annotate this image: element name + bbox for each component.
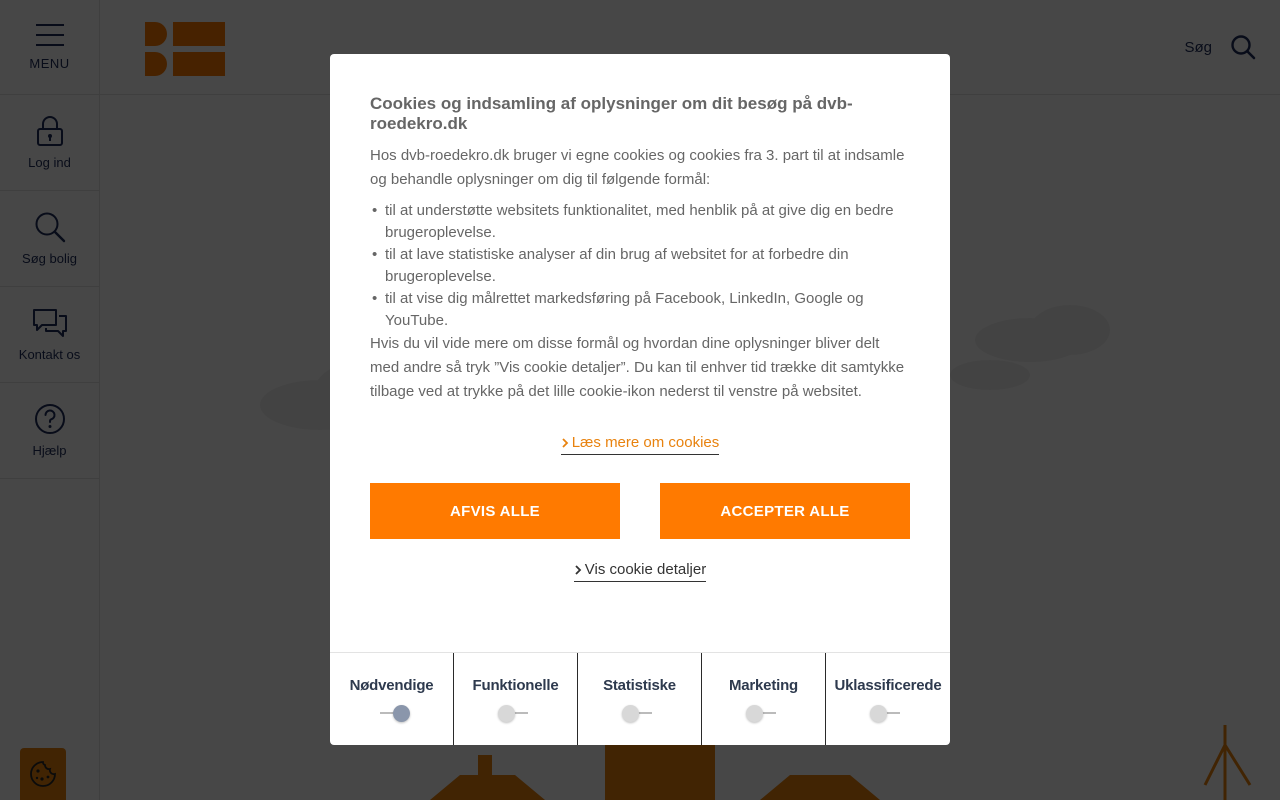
cookie-category-tabs (330, 652, 950, 745)
category-unclassified[interactable] (826, 653, 950, 745)
purpose-list (385, 200, 910, 332)
category-toggle[interactable] (746, 705, 782, 721)
category-necessary[interactable] (330, 653, 454, 745)
list-item: • til at lave statistiske analyser af din brug af websitet for at forbedre din brugeroplevelse. (385, 244, 910, 288)
dialog-intro: Hos dvb-roedekro.dk bruger vi egne cookies og cookies fra 3. part til at indsamle og behandle oplysninger om dig til følgende formål: (370, 147, 905, 188)
accept-all-button[interactable]: ACCEPTER ALLE (660, 483, 910, 539)
reject-all-button[interactable]: AFVIS ALLE (370, 483, 620, 539)
list-item: • til at vise dig målrettet markedsføring på Facebook, LinkedIn, Google og YouTube. (385, 288, 910, 332)
category-toggle[interactable] (498, 705, 534, 721)
category-functional[interactable] (454, 653, 578, 745)
cookie-consent-dialog (330, 54, 950, 745)
category-statistics[interactable] (578, 653, 702, 745)
show-cookie-details-link[interactable] (574, 561, 706, 582)
details-label: Vis cookie detaljer (584, 561, 707, 578)
category-label: Marketing (728, 677, 799, 694)
list-item: • til at understøtte websitets funktionalitet, med henblik på at give dig en bedre brugeroplevelse. (385, 200, 910, 244)
category-marketing[interactable] (702, 653, 826, 745)
category-label: Uklassificerede (834, 677, 942, 694)
category-toggle[interactable] (622, 705, 658, 721)
category-label: Funktionelle (472, 677, 559, 694)
read-more-cookies-link[interactable] (561, 434, 720, 455)
category-label: Nødvendige (349, 677, 434, 694)
chevron-right-icon (574, 564, 582, 576)
category-label: Statistiske (603, 677, 676, 694)
read-more-label: Læs mere om cookies (571, 434, 720, 451)
chevron-right-icon (561, 437, 569, 449)
category-toggle[interactable] (374, 705, 410, 721)
dialog-outro: Hvis du vil vide mere om disse formål og hvordan dine oplysninger bliver delt med andre så tryk ”Vis cookie detaljer”. Du kan til enhver tid trække dit samtykke tilbage ved at trykke på det lille cookie-ikon nederst til venstre på websitet. (370, 335, 905, 400)
category-toggle[interactable] (870, 705, 906, 721)
dialog-title: Cookies og indsamling af oplysninger om dit besøg på dvb-roedekro.dk (370, 94, 853, 133)
